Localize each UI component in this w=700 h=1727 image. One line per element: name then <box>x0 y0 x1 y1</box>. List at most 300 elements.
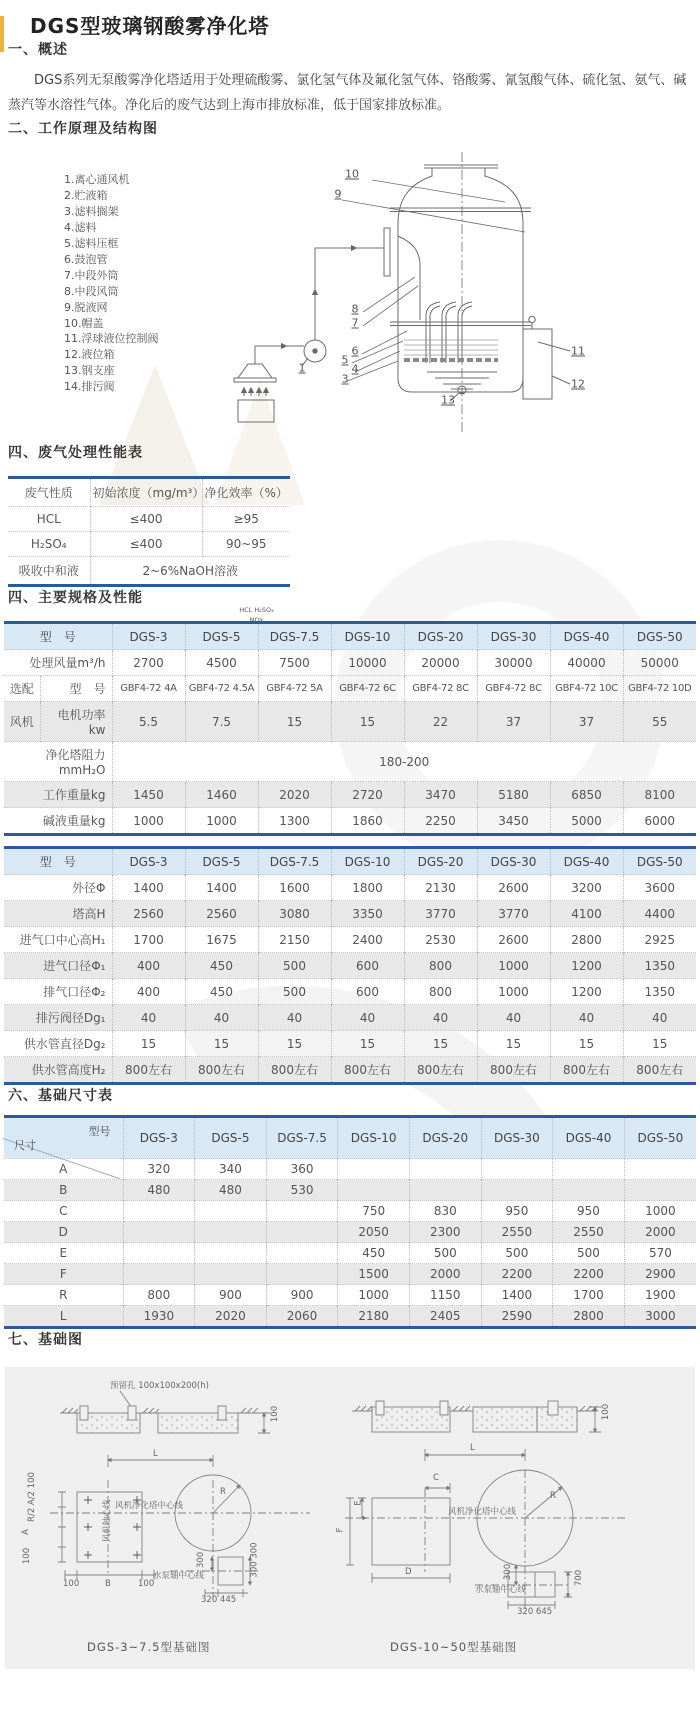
section-heading-structure: 二、工作原理及结构图 <box>8 121 158 138</box>
table-cell: 450 <box>338 1243 410 1264</box>
model-header: DGS-3 <box>112 623 185 650</box>
table-cell: 900 <box>195 1285 267 1306</box>
table-cell: 1900 <box>624 1285 696 1306</box>
table-cell: 800左右 <box>112 1057 185 1084</box>
table-cell: 5180 <box>477 782 550 808</box>
table-cell: 800 <box>404 953 477 979</box>
table-cell: 500 <box>258 979 331 1005</box>
table-cell: 37 <box>477 702 550 742</box>
table-cell: GBF4-72 8C <box>477 676 550 702</box>
table-cell: 3770 <box>404 901 477 927</box>
table-row <box>4 808 696 835</box>
table-cell <box>195 1222 267 1243</box>
hood-gas-label <box>238 606 275 626</box>
table-cell: 2600 <box>477 875 550 901</box>
row-group-label: 选配 <box>4 676 40 702</box>
table-cell: 2020 <box>195 1306 267 1328</box>
table-cell: 15 <box>404 1031 477 1057</box>
table-cell: 2720 <box>331 782 404 808</box>
model-header: DGS-30 <box>477 848 550 875</box>
row-label: F <box>4 1264 123 1285</box>
row-label: C <box>4 1201 123 1222</box>
table-cell: 2020 <box>258 782 331 808</box>
row-label: B <box>4 1180 123 1201</box>
model-label-header: 型 号 <box>4 848 112 875</box>
dim-C: C <box>433 1473 439 1484</box>
table-cell: 950 <box>481 1201 553 1222</box>
table-cell: GBF4-72 5A <box>258 676 331 702</box>
row-label: 净化塔阻力mmH₂O <box>4 742 112 782</box>
table-header-row <box>8 478 290 507</box>
dim-pump-700: 700 <box>574 1570 585 1587</box>
table-cell: 800左右 <box>623 1057 696 1084</box>
dim-100-right: 100 <box>138 1579 155 1590</box>
table-cell: 1200 <box>550 953 623 979</box>
model-header: DGS-10 <box>331 623 404 650</box>
dim-100-depth: 100 <box>270 1406 281 1423</box>
table-header-row <box>4 623 696 650</box>
parts-list-item: 5.滤料压框 <box>64 237 119 250</box>
table-cell: 2530 <box>404 927 477 953</box>
table-cell <box>266 1201 338 1222</box>
table-cell <box>266 1222 338 1243</box>
foundation-drawing-left <box>20 1375 360 1635</box>
parts-list-item: 11.浮球液位控制阀 <box>64 332 159 346</box>
table-cell: H₂SO₄ <box>8 532 90 557</box>
table-cell <box>553 1180 625 1201</box>
model-header: DGS-50 <box>623 848 696 875</box>
table-cell: 50000 <box>623 650 696 676</box>
table-cell: 40000 <box>550 650 623 676</box>
table-cell: 570 <box>624 1243 696 1264</box>
model-header: DGS-3 <box>123 1117 195 1159</box>
table-cell: 2590 <box>481 1306 553 1328</box>
table-cell: 800左右 <box>185 1057 258 1084</box>
table-cell: 2130 <box>404 875 477 901</box>
model-header: DGS-30 <box>477 623 550 650</box>
model-header: DGS-7.5 <box>258 848 331 875</box>
table-cell <box>123 1264 195 1285</box>
row-group-label: 风机 <box>4 702 40 742</box>
table-cell: 1000 <box>338 1285 410 1306</box>
table-cell: 1000 <box>477 979 550 1005</box>
table-cell: 1150 <box>409 1285 481 1306</box>
dim-pump-300: 300 <box>196 1552 207 1569</box>
section-heading-specs: 四、主要规格及性能 <box>8 590 143 607</box>
table-cell: 530 <box>266 1180 338 1201</box>
table-cell: 4500 <box>185 650 258 676</box>
table-cell: 500 <box>553 1243 625 1264</box>
right-foundation-caption: DGS-10~50型基础图 <box>390 1640 518 1655</box>
table-cell <box>624 1180 696 1201</box>
table-cell: GBF4-72 10C <box>550 676 623 702</box>
section-heading-foundation-drawings: 七、基础图 <box>8 1332 83 1349</box>
table-cell <box>195 1264 267 1285</box>
table-cell: 3000 <box>624 1306 696 1328</box>
table-cell: 340 <box>195 1159 267 1180</box>
table-row <box>4 676 696 702</box>
callout-10: 10 <box>345 167 359 181</box>
table-row <box>4 1201 696 1222</box>
diagonal-corner-cell <box>4 1117 123 1159</box>
table-cell <box>123 1222 195 1243</box>
table-cell: 6000 <box>623 808 696 835</box>
row-label: 工作重量kg <box>4 782 112 808</box>
table-row <box>8 557 290 586</box>
dim-pump-300-300: 300 300 <box>249 1542 260 1578</box>
model-header: DGS-5 <box>195 1117 267 1159</box>
table-row <box>4 1306 696 1328</box>
table-cell: 400 <box>112 953 185 979</box>
table-cell: 2060 <box>266 1306 338 1328</box>
table-cell: 2560 <box>112 901 185 927</box>
dim-L-right: L <box>470 1443 475 1454</box>
table-cell: 7.5 <box>185 702 258 742</box>
table-cell: 10000 <box>331 650 404 676</box>
table-cell: 1000 <box>477 953 550 979</box>
row-label: 供水管高度H₂ <box>4 1057 112 1084</box>
hood-gas-label-line2: NOx <box>249 616 264 625</box>
row-label: 排气口径Φ₂ <box>4 979 112 1005</box>
axis-pump-label-right: 水泵轴中心线 <box>475 1585 527 1596</box>
row-label: 排污阀径Dg₁ <box>4 1005 112 1031</box>
table-cell: 2300 <box>409 1222 481 1243</box>
table-cell: 4100 <box>550 901 623 927</box>
table-cell: 7500 <box>258 650 331 676</box>
table-cell: GBF4-72 4A <box>112 676 185 702</box>
spec-table-2 <box>4 846 696 1085</box>
section-heading-performance: 四、废气处理性能表 <box>8 445 143 462</box>
table-cell: HCL <box>8 507 90 532</box>
title-accent-bar <box>0 16 4 52</box>
callout-8: 8 <box>351 302 359 316</box>
table-cell: ≤400 <box>90 532 202 557</box>
callout-5: 5 <box>341 353 349 367</box>
table-cell <box>409 1159 481 1180</box>
table-cell: 600 <box>331 953 404 979</box>
page-title: DGS型玻璃钢酸雾净化塔 <box>30 14 270 38</box>
table-cell: 2550 <box>553 1222 625 1243</box>
dim-chain-top: R/2 A/2 100 <box>26 1472 37 1523</box>
table-cell <box>624 1159 696 1180</box>
model-header: DGS-50 <box>623 623 696 650</box>
table-cell: 8100 <box>623 782 696 808</box>
table-cell: 30000 <box>477 650 550 676</box>
axis-main-label: 风机净化塔中心线 <box>115 1501 184 1512</box>
row-label: A <box>4 1159 123 1180</box>
overview-paragraph: DGS系列无泵酸雾净化塔适用于处理硫酸雾、氯化氢气体及氟化氢气体、铬酸雾、氰氢酸气体、硫化氢、氨气、碱蒸汽等水溶性气体。净化后的废气达到上海市排放标准，低于国家排放标准。 <box>8 73 687 113</box>
row-label: 供水管直径Dg₂ <box>4 1031 112 1057</box>
callout-13: 13 <box>441 393 455 407</box>
table-row <box>4 875 696 901</box>
row-label: 进气口径Φ₁ <box>4 953 112 979</box>
parts-list-item: 10.帽盖 <box>64 316 104 330</box>
parts-list-item: 8.中段风筒 <box>64 284 119 298</box>
row-label: R <box>4 1285 123 1306</box>
callout-6: 6 <box>351 344 359 358</box>
table-cell: 15 <box>550 1031 623 1057</box>
callout-4: 4 <box>351 362 359 376</box>
dim-chain-bot: 100 <box>22 1548 33 1565</box>
model-label-header: 型 号 <box>4 623 112 650</box>
table-cell: 2150 <box>258 927 331 953</box>
table-cell: 1400 <box>481 1285 553 1306</box>
table-cell: 2900 <box>624 1264 696 1285</box>
dim-pump-300-right: 300 <box>503 1564 514 1581</box>
table-cell: 800左右 <box>550 1057 623 1084</box>
table-cell: 40 <box>550 1005 623 1031</box>
parts-list <box>64 172 159 395</box>
parts-list-item: 2.贮液箱 <box>64 189 108 203</box>
table-row <box>4 927 696 953</box>
callout-12: 12 <box>571 377 585 391</box>
table-row <box>4 953 696 979</box>
row-label: 碱液重量kg <box>4 808 112 835</box>
table-cell: 1500 <box>338 1264 410 1285</box>
table-cell: 2405 <box>409 1306 481 1328</box>
table-cell: 55 <box>623 702 696 742</box>
table-cell: 2600 <box>477 927 550 953</box>
row-label: 电机功率kw <box>40 702 112 742</box>
table-cell: 1000 <box>112 808 185 835</box>
table-cell: 2050 <box>338 1222 410 1243</box>
table-cell: 1300 <box>258 808 331 835</box>
table-cell: 500 <box>409 1243 481 1264</box>
table-row <box>4 1180 696 1201</box>
table-cell: 3200 <box>550 875 623 901</box>
callout-1: 1 <box>298 361 306 375</box>
model-header: DGS-50 <box>624 1117 696 1159</box>
table-cell: 600 <box>331 979 404 1005</box>
dim-pump-320-445: 320 445 <box>201 1595 237 1606</box>
table-cell: 2250 <box>404 808 477 835</box>
table-cell: 15 <box>331 702 404 742</box>
table-cell <box>123 1201 195 1222</box>
table-row <box>4 1057 696 1084</box>
table-cell: 800左右 <box>404 1057 477 1084</box>
table-cell: 3770 <box>477 901 550 927</box>
table-cell: 480 <box>123 1180 195 1201</box>
table-cell <box>123 1243 195 1264</box>
table-cell: 180-200 <box>112 742 696 782</box>
table-cell: 4400 <box>623 901 696 927</box>
table-cell: 2560 <box>185 901 258 927</box>
table-cell: 2925 <box>623 927 696 953</box>
table-cell: 750 <box>338 1201 410 1222</box>
row-label: 型 号 <box>40 676 112 702</box>
table-cell <box>481 1180 553 1201</box>
table-cell: 500 <box>481 1243 553 1264</box>
table-cell: 3450 <box>477 808 550 835</box>
model-header: DGS-10 <box>338 1117 410 1159</box>
table-cell: GBF4-72 8C <box>404 676 477 702</box>
table-cell: 900 <box>266 1285 338 1306</box>
table-row <box>4 1031 696 1057</box>
table-cell: 15 <box>258 702 331 742</box>
table-cell: 40 <box>477 1005 550 1031</box>
table-cell: 1860 <box>331 808 404 835</box>
table-cell: 800左右 <box>258 1057 331 1084</box>
table-cell: 1400 <box>112 875 185 901</box>
table-cell: 2700 <box>112 650 185 676</box>
table-cell: 40 <box>331 1005 404 1031</box>
table-cell: 2800 <box>553 1306 625 1328</box>
parts-list-item: 6.鼓泡管 <box>64 252 108 266</box>
hood-gas-label-line1: HCL H₂SO₄ <box>239 606 274 615</box>
model-header: DGS-20 <box>404 623 477 650</box>
dim-D: D <box>405 1567 412 1578</box>
dim-pump-320-645: 320 645 <box>517 1607 553 1618</box>
table-cell: 1000 <box>185 808 258 835</box>
column-header: 废气性质 <box>24 486 73 501</box>
table-cell <box>195 1243 267 1264</box>
model-header: DGS-7.5 <box>266 1117 338 1159</box>
dim-B: B <box>105 1579 111 1590</box>
row-label: L <box>4 1306 123 1328</box>
tower-drawing <box>180 144 600 439</box>
table-row <box>4 1159 696 1180</box>
parts-list-item: 13.钢支座 <box>64 364 115 378</box>
model-header: DGS-40 <box>550 623 623 650</box>
table-cell: 2200 <box>553 1264 625 1285</box>
parts-list-item: 4.滤料 <box>64 221 97 235</box>
table-cell: 3470 <box>404 782 477 808</box>
dim-100-depth-right: 100 <box>601 1404 612 1421</box>
table-cell: 5000 <box>550 808 623 835</box>
foundation-table <box>4 1115 696 1329</box>
axis-pump-label: 水泵轴中心线 <box>153 1571 205 1582</box>
table-row <box>4 901 696 927</box>
table-row <box>4 1264 696 1285</box>
table-cell: 40 <box>404 1005 477 1031</box>
table-cell: 37 <box>550 702 623 742</box>
foundation-drawings-panel <box>5 1367 695 1669</box>
model-header: DGS-20 <box>404 848 477 875</box>
model-header: DGS-5 <box>185 848 258 875</box>
model-header: DGS-30 <box>481 1117 553 1159</box>
table-cell: 800 <box>123 1285 195 1306</box>
table-cell: 1460 <box>185 782 258 808</box>
table-row <box>4 1243 696 1264</box>
table-cell: 吸收中和液 <box>8 557 90 586</box>
performance-table <box>8 476 290 587</box>
table-cell: 360 <box>266 1159 338 1180</box>
hole-note: 预留孔 100x100x200(h) <box>110 1381 209 1392</box>
table-cell: 3350 <box>331 901 404 927</box>
parts-list-item: 12.液位箱 <box>64 348 115 362</box>
table-cell: 5.5 <box>112 702 185 742</box>
table-cell <box>481 1159 553 1180</box>
table-cell: 15 <box>623 1031 696 1057</box>
table-cell: 500 <box>258 953 331 979</box>
row-label: 处理风量m³/h <box>4 650 112 676</box>
table-cell: 2000 <box>624 1222 696 1243</box>
table-cell: 400 <box>112 979 185 1005</box>
table-cell: 3080 <box>258 901 331 927</box>
table-row <box>8 507 290 532</box>
table-cell: 830 <box>409 1201 481 1222</box>
table-cell: 1700 <box>553 1285 625 1306</box>
callout-3: 3 <box>341 372 349 386</box>
model-header: DGS-40 <box>553 1117 625 1159</box>
dim-E: E <box>353 1500 364 1507</box>
table-cell: 20000 <box>404 650 477 676</box>
table-cell: 15 <box>477 1031 550 1057</box>
table-row <box>4 1005 696 1031</box>
table-cell: 90~95 <box>202 532 290 557</box>
table-cell: 2180 <box>338 1306 410 1328</box>
callout-7: 7 <box>351 316 359 330</box>
table-cell: 22 <box>404 702 477 742</box>
table-row <box>8 532 290 557</box>
table-cell: 2000 <box>409 1264 481 1285</box>
model-header: DGS-3 <box>112 848 185 875</box>
table-cell: 1400 <box>185 875 258 901</box>
callout-11: 11 <box>571 344 585 358</box>
model-header: DGS-20 <box>409 1117 481 1159</box>
table-cell <box>266 1264 338 1285</box>
table-cell: 450 <box>185 953 258 979</box>
callout-9: 9 <box>334 187 342 201</box>
table-cell: ≥95 <box>202 507 290 532</box>
table-cell: 15 <box>331 1031 404 1057</box>
table-row <box>4 742 696 782</box>
table-cell: GBF4-72 6C <box>331 676 404 702</box>
section-heading-overview: 一、概述 <box>8 42 68 58</box>
table-cell: 2400 <box>331 927 404 953</box>
corner-label-model: 型号 <box>88 1125 111 1139</box>
table-cell: 15 <box>185 1031 258 1057</box>
table-cell: 1600 <box>258 875 331 901</box>
table-row <box>4 702 696 742</box>
model-header: DGS-10 <box>331 848 404 875</box>
table-cell: 15 <box>112 1031 185 1057</box>
table-row <box>4 650 696 676</box>
parts-list-item: 14.排污阀 <box>64 380 115 394</box>
table-cell: 800左右 <box>477 1057 550 1084</box>
dim-L: L <box>153 1449 158 1460</box>
spec-table-1 <box>4 621 696 836</box>
model-header: DGS-5 <box>185 623 258 650</box>
parts-list-item: 7.中段外筒 <box>64 268 119 282</box>
table-cell: GBF4-72 10D <box>623 676 696 702</box>
table-cell <box>409 1180 481 1201</box>
row-label: 进气口中心高H₁ <box>4 927 112 953</box>
dim-F: F <box>335 1527 346 1533</box>
table-cell: 1350 <box>623 979 696 1005</box>
table-cell: 450 <box>185 979 258 1005</box>
table-cell: 40 <box>258 1005 331 1031</box>
table-cell: 480 <box>195 1180 267 1201</box>
table-cell: 15 <box>258 1031 331 1057</box>
parts-list-item: 9.脱液网 <box>64 300 108 314</box>
table-cell: 2200 <box>481 1264 553 1285</box>
corner-label-dim: 尺寸 <box>14 1139 36 1153</box>
model-header: DGS-7.5 <box>258 623 331 650</box>
table-cell: 1700 <box>112 927 185 953</box>
row-label: D <box>4 1222 123 1243</box>
table-cell: ≤400 <box>90 507 202 532</box>
table-row <box>4 979 696 1005</box>
table-row <box>4 1222 696 1243</box>
table-cell: GBF4-72 4.5A <box>185 676 258 702</box>
table-cell: 950 <box>553 1201 625 1222</box>
table-cell: 800 <box>404 979 477 1005</box>
table-row <box>4 782 696 808</box>
table-cell: 2~6%NaOH溶液 <box>90 557 290 586</box>
table-cell: 1675 <box>185 927 258 953</box>
table-cell: 2550 <box>481 1222 553 1243</box>
